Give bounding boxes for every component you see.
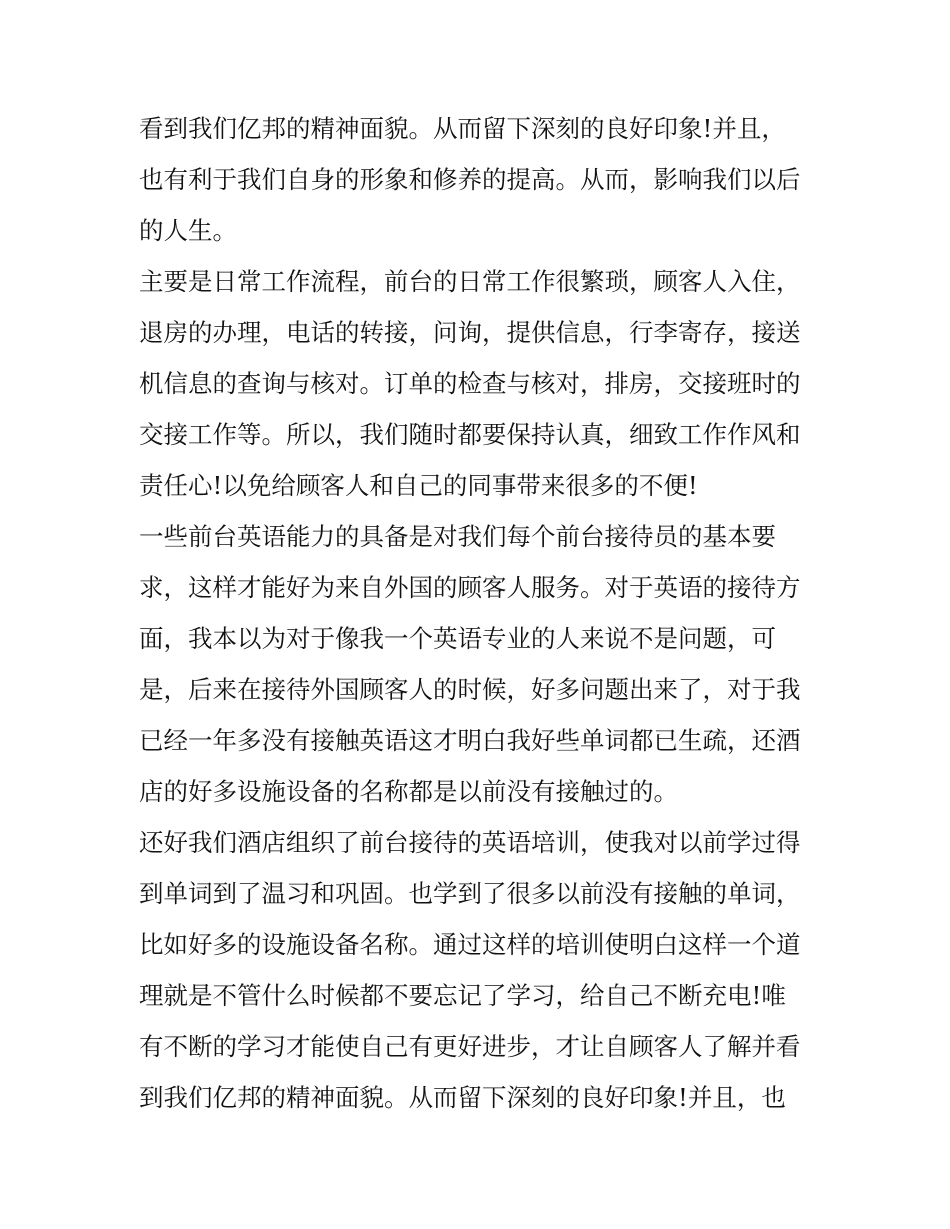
text-line: 还好我们酒店组织了前台接待的英语培训，使我对以前学过得 [139, 828, 801, 857]
text-line: 比如好多的设施设备名称。通过这样的培训使明白这样一个道 [139, 930, 801, 959]
text-line: 有不断的学习才能使自己有更好进步，才让自顾客人了解并看 [139, 1032, 801, 1061]
text-line: 到单词到了温习和巩固。也学到了很多以前没有接触的单词， [139, 879, 801, 908]
text-line: 店的好多设施设备的名称都是以前没有接触过的。 [139, 777, 678, 806]
text-line: 也有利于我们自身的形象和修养的提高。从而，影响我们以后 [139, 165, 801, 194]
text-line: 主要是日常工作流程，前台的日常工作很繁琐，顾客人入住， [139, 267, 801, 296]
text-line: 的人生。 [139, 216, 237, 245]
document-body [139, 103, 819, 1123]
text-line: 面，我本以为对于像我一个英语专业的人来说不是问题，可 [139, 624, 776, 653]
text-line: 退房的办理，电话的转接，问询，提供信息，行李寄存，接送 [139, 318, 801, 347]
text-line: 交接工作等。所以，我们随时都要保持认真，细致工作作风和 [139, 420, 801, 449]
text-line: 理就是不管什么时候都不要忘记了学习，给自己不断充电!唯 [139, 981, 786, 1010]
text-line: 机信息的查询与核对。订单的检查与核对，排房，交接班时的 [139, 369, 801, 398]
text-line: 到我们亿邦的精神面貌。从而留下深刻的良好印象!并且，也 [139, 1083, 786, 1112]
text-line: 一些前台英语能力的具备是对我们每个前台接待员的基本要 [139, 522, 776, 551]
text-line: 已经一年多没有接触英语这才明白我好些单词都已生疏，还酒 [139, 726, 801, 755]
text-line: 是，后来在接待外国顾客人的时候，好多问题出来了，对于我 [139, 675, 801, 704]
text-line: 责任心!以免给顾客人和自己的同事带来很多的不便! [139, 471, 698, 500]
text-line: 看到我们亿邦的精神面貌。从而留下深刻的良好印象!并且， [139, 114, 786, 143]
text-line: 求，这样才能好为来自外国的顾客人服务。对于英语的接待方 [139, 573, 801, 602]
